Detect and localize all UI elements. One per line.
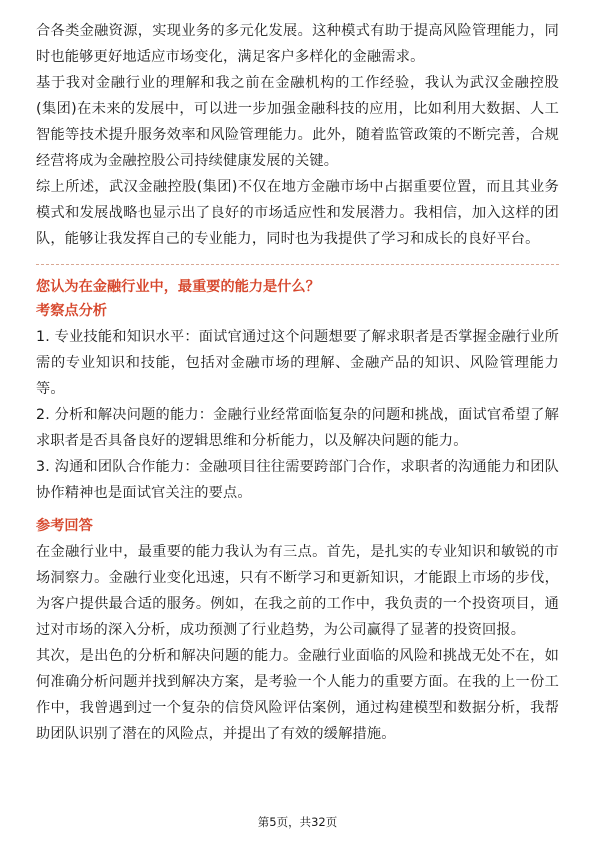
question-heading: 您认为在金融行业中，最重要的能力是什么？ <box>36 279 320 295</box>
answer-paragraph: 其次，是出色的分析和解决问题的能力。金融行业面临的风险和挑战无处不在，如何准确分析问题并找到解决方案，是考验一个人能力的重要方面。在我的上一份工作中，我曾遇到过一个复杂的信贷风险评估案例，通过构建模型和数据分析，我帮助团队识别了潜在的风险点，并提出了有效的缓解措施。 <box>36 648 559 742</box>
answer-paragraph: 在金融行业中，最重要的能力我认为有三点。首先，是扎实的专业知识和敏锐的市场洞察力。金融行业变化迅速，只有不断学习和更新知识，才能跟上市场的步伐，为客户提供最合适的服务。例如，在我之前的工作中，我负责的一个投资项目，通过对市场的深入分析，成功预测了行业趋势，为公司赢得了显著的投资回报。 <box>36 544 559 638</box>
answer-title: 参考回答 <box>36 518 93 534</box>
intro-paragraph: 合各类金融资源，实现业务的多元化发展。这种模式有助于提高风险管理能力，同时也能够更好地适应市场变化，满足客户多样化的金融需求。 <box>36 23 559 65</box>
intro-paragraph: 综上所述，武汉金融控股(集团)不仅在地方金融市场中占据重要位置，而且其业务模式和发展战略也显示出了良好的市场适应性和发展潜力。我相信，加入这样的团队，能够让我发挥自己的专业能力，同时也为我提供了学习和成长的良好平台。 <box>36 179 559 247</box>
page-content <box>36 18 559 747</box>
analysis-item: 2. 分析和解决问题的能力：金融行业经常面临复杂的问题和挑战，面试官希望了解求职者是否具备良好的逻辑思维和分析能力，以及解决问题的能力。 <box>36 407 559 449</box>
analysis-title: 考察点分析 <box>36 303 107 319</box>
analysis-item: 1. 专业技能和知识水平：面试官通过这个问题想要了解求职者是否掌握金融行业所需的专业知识和技能，包括对金融市场的理解、金融产品的知识、风险管理能力等。 <box>36 329 559 397</box>
intro-paragraph: 基于我对金融行业的理解和我之前在金融机构的工作经验，我认为武汉金融控股(集团)在未来的发展中，可以进一步加强金融科技的应用，比如利用大数据、人工智能等技术提升服务效率和风险管理能力。此外，随着监管政策的不断完善，合规经营将成为金融控股公司持续健康发展的关键。 <box>36 75 559 169</box>
page-footer: 第5页，共32页 <box>257 815 338 829</box>
section-divider <box>36 264 559 265</box>
analysis-item: 3. 沟通和团队合作能力：金融项目往往需要跨部门合作，求职者的沟通能力和团队协作精神也是面试官关注的要点。 <box>36 459 559 501</box>
